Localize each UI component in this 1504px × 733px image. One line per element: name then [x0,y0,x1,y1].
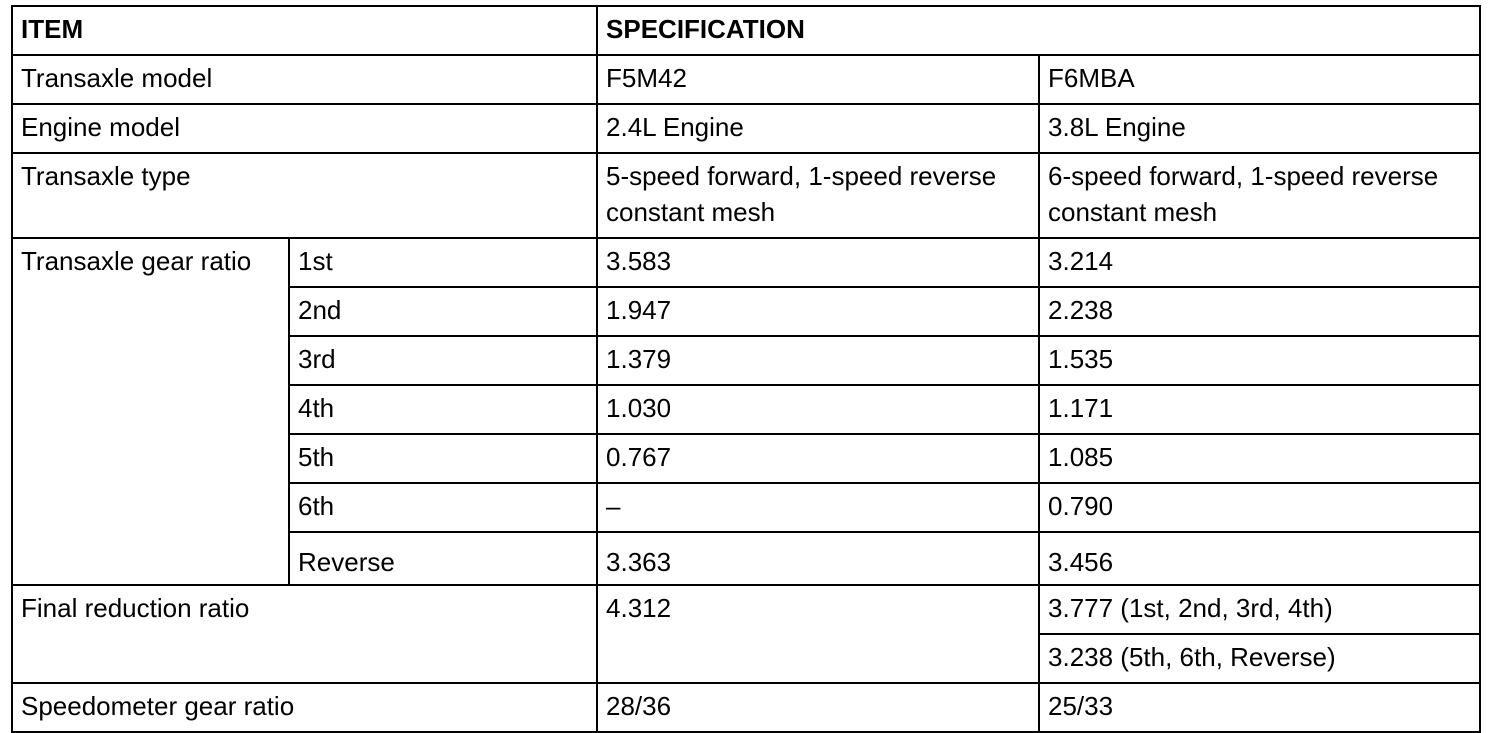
engine-model-row [12,104,1480,153]
transaxle-model-row [12,55,1480,104]
speedometer-label: Speedometer gear ratio [12,683,597,732]
gear-ratio-f6: 3.214 [1039,238,1480,287]
engine-model-f5: 2.4L Engine [597,104,1039,153]
transaxle-model-label: Transaxle model [12,55,597,104]
gear-ratio-f5: 1.379 [597,336,1039,385]
gear-ratio-f5: – [597,483,1039,532]
transaxle-model-f6: F6MBA [1039,55,1480,104]
engine-model-label: Engine model [12,104,597,153]
gear-ratio-f5: 1.030 [597,385,1039,434]
final-reduction-f6-b: 3.238 (5th, 6th, Reverse) [1039,634,1480,683]
gear-ratio-f6: 1.535 [1039,336,1480,385]
header-item: ITEM [12,6,597,55]
transaxle-type-row [12,153,1480,238]
speedometer-row [12,683,1480,732]
gear-ratio-label: Transaxle gear ratio [12,238,289,585]
transaxle-type-f5: 5-speed forward, 1-speed reverse constant mesh [597,153,1039,238]
gear-ratio-f5: 3.583 [597,238,1039,287]
gear-ratio-f6: 1.085 [1039,434,1480,483]
final-reduction-row [12,585,1480,634]
gear-name: 1st [289,238,597,287]
final-reduction-label: Final reduction ratio [12,585,597,683]
gear-ratio-f6: 0.790 [1039,483,1480,532]
gear-ratio-f5: 0.767 [597,434,1039,483]
gear-name: 6th [289,483,597,532]
final-reduction-f5: 4.312 [597,585,1039,683]
final-reduction-f6-a: 3.777 (1st, 2nd, 3rd, 4th) [1039,585,1480,634]
transaxle-model-f5: F5M42 [597,55,1039,104]
gear-ratio-f5: 3.363 [597,532,1039,585]
header-specification: SPECIFICATION [597,6,1480,55]
gear-ratio-f6: 1.171 [1039,385,1480,434]
transaxle-type-label: Transaxle type [12,153,597,238]
gear-name: 4th [289,385,597,434]
gear-ratio-row [12,238,1480,287]
gear-ratio-f6: 3.456 [1039,532,1480,585]
gear-name: Reverse [289,532,597,585]
speedometer-f5: 28/36 [597,683,1039,732]
header-row [12,6,1480,55]
transaxle-type-f6: 6-speed forward, 1-speed reverse constant mesh [1039,153,1480,238]
gear-ratio-f6: 2.238 [1039,287,1480,336]
speedometer-f6: 25/33 [1039,683,1480,732]
gear-ratio-f5: 1.947 [597,287,1039,336]
specification-table [11,5,1481,733]
gear-name: 5th [289,434,597,483]
gear-name: 2nd [289,287,597,336]
gear-name: 3rd [289,336,597,385]
engine-model-f6: 3.8L Engine [1039,104,1480,153]
